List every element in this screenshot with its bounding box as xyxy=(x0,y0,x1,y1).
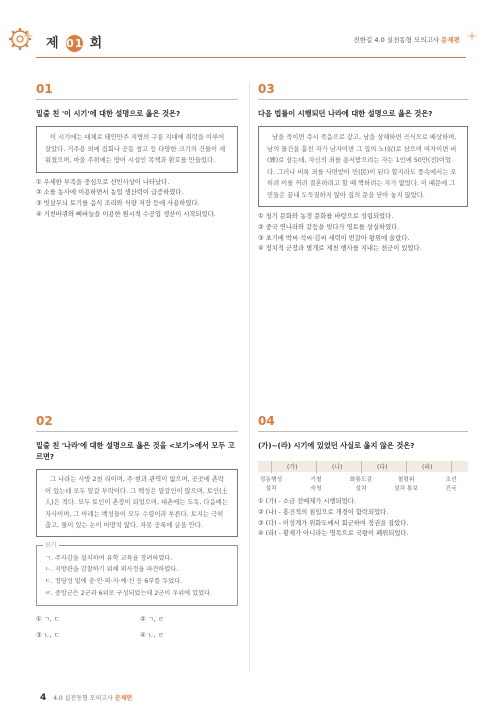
choice-1[interactable]: ① ㄱ, ㄷ xyxy=(36,615,60,623)
timeline xyxy=(258,459,468,495)
exam-round-title xyxy=(46,32,103,52)
bogi-label: 보기 xyxy=(45,541,57,549)
timeline-segment-da: (다) xyxy=(377,464,388,471)
choice-4[interactable]: ④ 정치적 군장과 별개로 제천 행사를 지내는 천군이 있었다. xyxy=(258,245,422,253)
question-text: 밑줄 친 '이 시기'에 대한 설명으로 옳은 것은? xyxy=(36,109,181,118)
timeline-tick xyxy=(361,461,362,473)
passage-box: 이 시기에는 대체로 태안만주 지방의 구릉 지대에 취락을 이루어 살았다. 거주용 외에 집회나 공동 창고 등 다양한 크기의 건물이 세워졌으며, 마을 주위에는 방어 시설인 목책과 환호를 만들었다. xyxy=(36,126,238,173)
choice-2[interactable]: ② (나) - 홍건적의 침입으로 개경이 함락되었다. xyxy=(258,508,389,516)
series-name: 전한길 4.0 실전동형 모의고사 xyxy=(353,36,442,44)
answer-choices xyxy=(258,497,468,540)
bogi-box xyxy=(36,541,238,606)
timeline-tick xyxy=(451,461,452,473)
choice-3[interactable]: ③ 빗살무늬 토기를 음식 조리와 식량 저장 등에 사용하였다. xyxy=(36,200,200,208)
timeline-event: 기철 숙청 xyxy=(310,477,322,492)
choice-1[interactable]: ① 청기 문화와 농경 문화를 바탕으로 성립되었다. xyxy=(258,213,394,220)
question-01 xyxy=(36,82,238,221)
series-title xyxy=(353,35,460,44)
choice-2[interactable]: ② 소를 농사에 이용하면서 농업 생산력이 급증하였다. xyxy=(36,189,184,197)
question-text: 밑줄 친 '나라'에 대한 설명으로 옳은 것을 <보기>에서 모두 고르면? xyxy=(36,441,235,461)
page-number: 4 xyxy=(40,693,47,703)
question-number: 02 xyxy=(36,414,238,432)
round-number-badge: 01 xyxy=(66,37,84,50)
choice-1[interactable]: ① 우세한 부족을 중심으로 선민사상이 나타났다. xyxy=(36,178,170,186)
bogi-item: ㄴ. 지방관을 감찰하기 위해 외사정을 파견하였다. xyxy=(45,566,179,574)
question-04 xyxy=(258,414,468,540)
choice-4[interactable]: ④ 거친바퀴와 뼈바늘을 이용한 원시적 수공업 생산이 시작되었다. xyxy=(36,210,216,218)
question-number: 03 xyxy=(258,82,468,100)
choice-4[interactable]: ④ ㄴ, ㄹ xyxy=(140,631,164,639)
answer-choices xyxy=(36,614,238,639)
timeline-event: 조선 건국 xyxy=(445,477,457,492)
bogi-item: ㄷ. 정당성 밑에 충·인·의·지·예·신 등 6부를 두었다. xyxy=(45,578,183,586)
footer-series-accent: 문제편 xyxy=(114,695,133,702)
choice-2[interactable]: ② 중국 연나라와 갈등을 빚다가 영토를 상실하였다. xyxy=(258,223,400,231)
ornament-icon xyxy=(466,30,478,42)
column-divider xyxy=(249,82,250,672)
question-number: 01 xyxy=(36,82,238,100)
bogi-item: ㄹ. 중앙군은 2군과 6위로 구성되었는데 2군이 우위에 있었다. xyxy=(45,589,212,597)
footer-series: 4.0 실전동형 모의고사 xyxy=(53,695,115,702)
question-text: (가)~(라) 시기에 있었던 사실로 옳지 않은 것은? xyxy=(258,441,415,450)
timeline-event: 정동행성 설치 xyxy=(259,477,283,492)
timeline-event: 화통도감 설치 xyxy=(349,477,373,492)
choice-1[interactable]: ① (가) - 소금 전매제가 시행되었다. xyxy=(258,498,356,505)
question-03 xyxy=(258,82,468,255)
choice-4[interactable]: ④ (라) - 황제가 아니라는 명목으로 국왕이 폐위되었다. xyxy=(258,530,409,538)
page-header xyxy=(36,22,466,58)
timeline-tick xyxy=(316,461,317,473)
question-number: 04 xyxy=(258,414,468,432)
passage-box: 남을 죽이면 즉시 죽음으로 갚고, 남을 상해하면 곡식으로 배상하며, 남의 물건을 훔친 자가 남자이면 그 집의 노(奴)로 삼으며 여자이면 비(婢)로 삼는데, 자신의 죄를 용서받으려는 자는 1인에 50만(전)이었다. 그러나 비록 죄를 사면받아 민(民)이 된다 할지라도 풍속에서는 오히려 이를 꺼려 결혼하려고 할 때 짝하려는 자가 없었다. 이 때문에 그 민들은 끝내 도둑질하지 않아 집의 문을 닫아 놓지 않았다. xyxy=(258,126,468,207)
passage-box: 그 나라는 사방 2천 리이며, 주·현과 관역이 없으며, 곳곳에 촌락이 있는데 모두 말갈 부락이다. 그 백성은 말갈인이 많으며, 토인(土人)은 적다. 모두 토인이 촌장이 되었으며, 대촌에는 도독, 다음에는 자사이며, 그 아래는 백성들이 모두 수령이라 부른다. 토지는 극히 춥고, 물이 있는 논이 마땅치 않다. 자못 공록에 글을 안다. xyxy=(36,469,238,537)
choice-3[interactable]: ③ (다) - 이성계가 위화도에서 회군하여 정권을 잡았다. xyxy=(258,519,409,527)
page-footer xyxy=(40,693,132,703)
choice-2[interactable]: ② ㄱ, ㄹ xyxy=(140,615,164,623)
timeline-segment-ga: (가) xyxy=(287,464,298,471)
ornament-icon xyxy=(22,30,34,42)
answer-choices xyxy=(36,178,238,221)
timeline-event: 철령위 설치 통보 xyxy=(393,477,419,492)
series-accent: 문제편 xyxy=(441,36,460,44)
timeline-segment-ra: (라) xyxy=(422,464,433,471)
choice-3[interactable]: ③ ㄴ, ㄷ xyxy=(36,631,60,639)
timeline-tick xyxy=(271,461,272,473)
bogi-item: ㄱ. 주자감을 설치하여 유학 교육을 장려하였다. xyxy=(45,554,173,562)
question-02 xyxy=(36,414,238,639)
question-text: 다음 법률이 시행되던 나라에 대한 설명으로 옳은 것은? xyxy=(258,109,433,118)
answer-choices xyxy=(258,212,468,255)
title-suffix: 회 xyxy=(89,36,104,51)
timeline-tick xyxy=(406,461,407,473)
timeline-segment-na: (나) xyxy=(332,464,343,471)
title-prefix: 제 xyxy=(46,36,60,51)
choice-3[interactable]: ③ 초기에 박씨·석씨·김씨 세력이 번갈아 왕위에 올랐다. xyxy=(258,234,410,242)
